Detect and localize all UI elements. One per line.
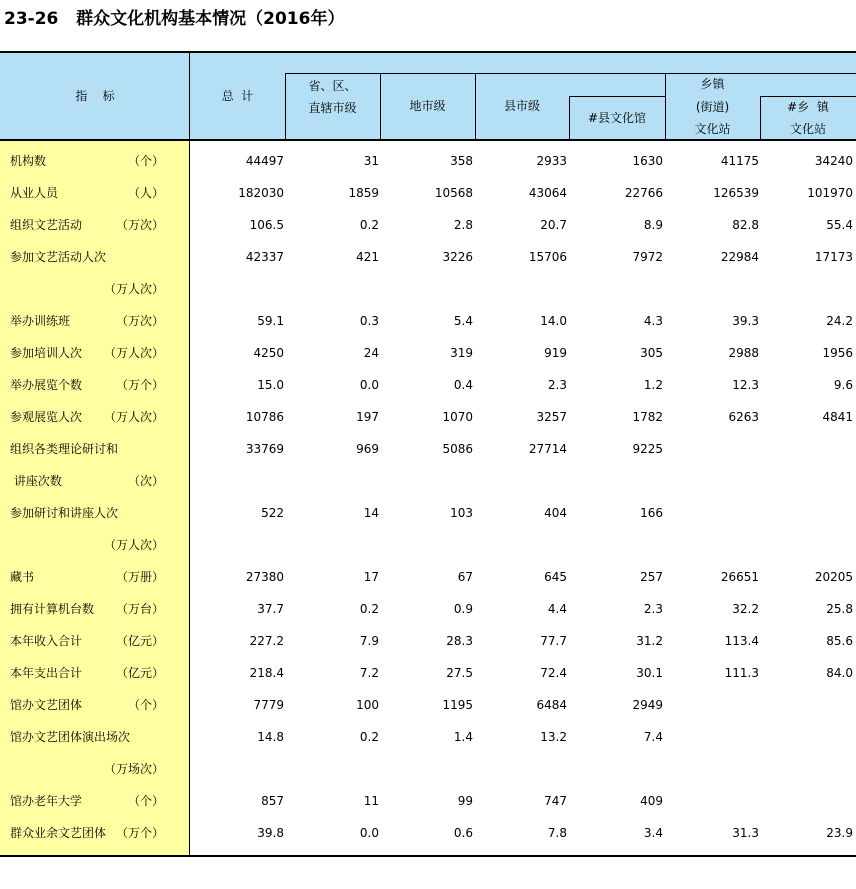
- table-row: [0, 337, 856, 369]
- row-unit: （个）: [127, 698, 164, 712]
- cell-total: 4250: [253, 346, 284, 360]
- table-row: [0, 785, 856, 817]
- header-rule: [569, 96, 665, 97]
- cell-county: 2.3: [547, 378, 567, 392]
- row-label: 参加文艺活动人次: [10, 250, 107, 264]
- cell-total: 42337: [245, 250, 284, 264]
- row-label: 馆办文艺团体演出场次: [10, 730, 131, 744]
- cell-provincial: 7.2: [359, 666, 379, 680]
- cell-county-hall: 22766: [624, 186, 663, 200]
- row-unit: （万次）: [115, 314, 164, 328]
- cell-county-hall: 30.1: [636, 666, 663, 680]
- cell-township-sub: 34240: [814, 154, 853, 168]
- row-label: 举办训练班: [10, 314, 71, 328]
- cell-township: 2988: [728, 346, 759, 360]
- cell-township: 6263: [728, 410, 759, 424]
- header-township-sub-line1: #乡 镇: [787, 100, 829, 114]
- cell-total: 39.8: [257, 826, 284, 840]
- cell-township-sub: 4841: [822, 410, 853, 424]
- cell-prefecture: 5086: [442, 442, 473, 456]
- row-label: 馆办老年大学: [10, 794, 83, 808]
- cell-township: 113.4: [724, 634, 759, 648]
- cell-prefecture: 10568: [434, 186, 473, 200]
- cell-provincial: 0.2: [359, 218, 379, 232]
- header-provincial-line2: 直辖市级: [308, 101, 357, 115]
- cell-township: 126539: [713, 186, 759, 200]
- row-label: 机构数: [10, 154, 47, 168]
- table-row: [0, 401, 856, 433]
- row-label: 举办展览个数: [10, 378, 83, 392]
- cell-total: 10786: [245, 410, 284, 424]
- row-label: 群众业余文艺团体: [10, 826, 107, 840]
- cell-total: 227.2: [249, 634, 284, 648]
- cell-county: 404: [544, 506, 567, 520]
- cell-prefecture: 358: [450, 154, 473, 168]
- header-total: 总 计: [221, 89, 254, 103]
- cell-provincial: 197: [356, 410, 379, 424]
- cell-county: 645: [544, 570, 567, 584]
- cell-provincial: 7.9: [359, 634, 379, 648]
- cell-township: 31.3: [732, 826, 759, 840]
- row-label: 参加研讨和讲座人次: [10, 506, 119, 520]
- cell-county: 13.2: [540, 730, 567, 744]
- cell-county: 77.7: [540, 634, 567, 648]
- header-rule: [760, 96, 856, 97]
- table-row: [0, 593, 856, 625]
- cell-prefecture: 2.8: [453, 218, 473, 232]
- table-row: [0, 721, 856, 753]
- cell-total: 857: [261, 794, 284, 808]
- table-row: [0, 817, 856, 849]
- cell-county-hall: 409: [640, 794, 663, 808]
- cell-total: 106.5: [249, 218, 284, 232]
- cell-provincial: 17: [363, 570, 379, 584]
- cell-prefecture: 3226: [442, 250, 473, 264]
- row-unit: （个）: [127, 794, 164, 808]
- table-row: [0, 465, 856, 497]
- cell-provincial: 100: [356, 698, 379, 712]
- cell-township: 22984: [720, 250, 759, 264]
- cell-township: 111.3: [724, 666, 759, 680]
- cell-county: 72.4: [540, 666, 567, 680]
- cell-township: 26651: [720, 570, 759, 584]
- row-unit: （个）: [127, 154, 164, 168]
- cell-county-hall: 1782: [632, 410, 663, 424]
- header-county-hall: #县文化馆: [587, 111, 647, 125]
- cell-provincial: 421: [356, 250, 379, 264]
- table-row: [0, 177, 856, 209]
- cell-county: 919: [544, 346, 567, 360]
- table-row: [0, 433, 856, 465]
- cell-total: 59.1: [257, 314, 284, 328]
- cell-county-hall: 2.3: [643, 602, 663, 616]
- table-row: [0, 689, 856, 721]
- header-township-sub-line2: 文化站: [789, 122, 826, 136]
- cell-township-sub: 84.0: [826, 666, 853, 680]
- cell-township-sub: 25.8: [826, 602, 853, 616]
- cell-county-hall: 1.2: [643, 378, 663, 392]
- table-row: [0, 305, 856, 337]
- table-title: 23-26 群众文化机构基本情况（2016年）: [4, 9, 345, 29]
- table-row: [0, 273, 856, 305]
- cell-provincial: 11: [363, 794, 379, 808]
- top-rule: [0, 51, 856, 53]
- cell-county-hall: 7972: [632, 250, 663, 264]
- cell-county: 747: [544, 794, 567, 808]
- cell-prefecture: 1195: [442, 698, 473, 712]
- cell-township: 39.3: [732, 314, 759, 328]
- cell-total: 7779: [253, 698, 284, 712]
- cell-county: 3257: [536, 410, 567, 424]
- table-row: [0, 657, 856, 689]
- cell-township-sub: 101970: [807, 186, 853, 200]
- cell-provincial: 0.2: [359, 730, 379, 744]
- cell-provincial: 1859: [348, 186, 379, 200]
- cell-county-hall: 9225: [632, 442, 663, 456]
- cell-township: 32.2: [732, 602, 759, 616]
- row-unit: （亿元）: [115, 634, 164, 648]
- row-unit: （万个）: [115, 826, 164, 840]
- row-label: 参加培训人次: [10, 346, 83, 360]
- cell-county: 43064: [528, 186, 567, 200]
- cell-provincial: 0.3: [359, 314, 379, 328]
- row-unit: （万台）: [115, 602, 164, 616]
- row-unit: （万次）: [115, 218, 164, 232]
- cell-county-hall: 1630: [632, 154, 663, 168]
- table-row: [0, 369, 856, 401]
- cell-county-hall: 8.9: [643, 218, 663, 232]
- cell-county-hall: 166: [640, 506, 663, 520]
- cell-county: 15706: [528, 250, 567, 264]
- header-township-line3: 文化站: [694, 122, 731, 136]
- cell-prefecture: 1070: [442, 410, 473, 424]
- header-indicator: 指 标: [75, 89, 115, 103]
- cell-county-hall: 3.4: [643, 826, 663, 840]
- row-label: 参观展览人次: [10, 410, 83, 424]
- row-unit: （万人次）: [103, 282, 164, 296]
- cell-provincial: 0.2: [359, 602, 379, 616]
- cell-county-hall: 257: [640, 570, 663, 584]
- cell-provincial: 969: [356, 442, 379, 456]
- cell-total: 37.7: [257, 602, 284, 616]
- cell-prefecture: 103: [450, 506, 473, 520]
- cell-county-hall: 7.4: [643, 730, 663, 744]
- cell-provincial: 14: [363, 506, 379, 520]
- cell-township-sub: 9.6: [833, 378, 853, 392]
- table-row: [0, 241, 856, 273]
- row-unit: （万册）: [115, 570, 164, 584]
- row-unit: （次）: [127, 474, 164, 488]
- row-label: 讲座次数: [10, 474, 62, 488]
- header-prefecture: 地市级: [409, 99, 446, 113]
- cell-township: 82.8: [732, 218, 759, 232]
- row-label: 馆办文艺团体: [10, 698, 83, 712]
- cell-township-sub: 23.9: [826, 826, 853, 840]
- row-label: 本年收入合计: [10, 634, 83, 648]
- cell-total: 15.0: [257, 378, 284, 392]
- header-county: 县市级: [503, 99, 540, 113]
- row-unit: （万人次）: [103, 410, 164, 424]
- row-unit: （人）: [127, 186, 164, 200]
- table-row: [0, 209, 856, 241]
- cell-township-sub: 20205: [814, 570, 853, 584]
- table-row: [0, 529, 856, 561]
- cell-prefecture: 27.5: [446, 666, 473, 680]
- cell-total: 182030: [238, 186, 284, 200]
- row-unit: （万人次）: [103, 538, 164, 552]
- header-township-line1: 乡镇: [700, 77, 725, 91]
- cell-provincial: 31: [363, 154, 379, 168]
- header-rule: [285, 73, 856, 74]
- cell-county-hall: 305: [640, 346, 663, 360]
- table-row: [0, 753, 856, 785]
- header-provincial-line1: 省、区、: [308, 79, 357, 93]
- header-township-line2: (街道): [695, 100, 730, 114]
- cell-prefecture: 0.9: [453, 602, 473, 616]
- row-label: 从业人员: [10, 186, 59, 200]
- cell-provincial: 0.0: [359, 378, 379, 392]
- cell-provincial: 0.0: [359, 826, 379, 840]
- cell-prefecture: 319: [450, 346, 473, 360]
- table-row: [0, 497, 856, 529]
- cell-county-hall: 4.3: [643, 314, 663, 328]
- cell-township-sub: 55.4: [826, 218, 853, 232]
- cell-prefecture: 0.6: [453, 826, 473, 840]
- cell-total: 33769: [245, 442, 284, 456]
- cell-township-sub: 1956: [822, 346, 853, 360]
- cell-county: 7.8: [547, 826, 567, 840]
- row-unit: （万个）: [115, 378, 164, 392]
- cell-prefecture: 5.4: [453, 314, 473, 328]
- cell-county: 20.7: [540, 218, 567, 232]
- cell-township-sub: 24.2: [826, 314, 853, 328]
- bottom-rule: [0, 855, 856, 857]
- header-bottom-rule: [0, 139, 856, 141]
- table-row: [0, 561, 856, 593]
- row-label: 藏书: [10, 570, 35, 584]
- cell-county-hall: 31.2: [636, 634, 663, 648]
- cell-prefecture: 1.4: [453, 730, 473, 744]
- row-label: 拥有计算机台数: [10, 602, 95, 616]
- row-unit: （万场次）: [103, 762, 164, 776]
- cell-total: 14.8: [257, 730, 284, 744]
- row-label: 组织文艺活动: [10, 218, 83, 232]
- table-row: [0, 145, 856, 177]
- cell-provincial: 24: [363, 346, 379, 360]
- cell-county: 6484: [536, 698, 567, 712]
- row-unit: （亿元）: [115, 666, 164, 680]
- cell-total: 522: [261, 506, 284, 520]
- row-label: 组织各类理论研讨和: [10, 442, 119, 456]
- table-row: [0, 625, 856, 657]
- cell-total: 218.4: [249, 666, 284, 680]
- row-unit: （万人次）: [103, 346, 164, 360]
- row-label: 本年支出合计: [10, 666, 83, 680]
- cell-total: 27380: [245, 570, 284, 584]
- cell-prefecture: 99: [457, 794, 473, 808]
- cell-township-sub: 85.6: [826, 634, 853, 648]
- cell-county: 4.4: [547, 602, 567, 616]
- cell-township-sub: 17173: [814, 250, 853, 264]
- cell-total: 44497: [245, 154, 284, 168]
- cell-prefecture: 0.4: [453, 378, 473, 392]
- cell-county: 14.0: [540, 314, 567, 328]
- cell-county: 27714: [528, 442, 567, 456]
- cell-township: 12.3: [732, 378, 759, 392]
- cell-prefecture: 67: [457, 570, 473, 584]
- cell-county: 2933: [536, 154, 567, 168]
- cell-prefecture: 28.3: [446, 634, 473, 648]
- cell-county-hall: 2949: [632, 698, 663, 712]
- cell-township: 41175: [720, 154, 759, 168]
